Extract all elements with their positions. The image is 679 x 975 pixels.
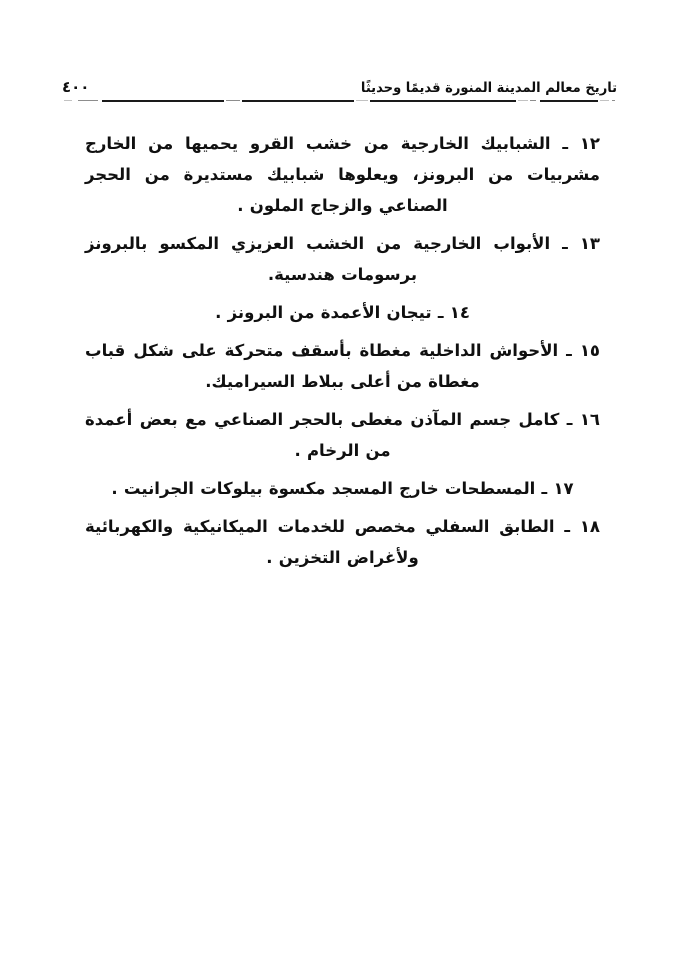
list-item: ١٥ ـ الأحواش الداخلية مغطاة بأسقف متحركة على شكل قباب مغطاة من أعلى ببلاط السيراميك. — [85, 341, 600, 391]
header-divider-rule — [64, 99, 615, 103]
list-item: ١٧ ـ المسطحات خارج المسجد مكسوة بيلوكات الجرانيت . — [111, 479, 574, 498]
list-item: ١٨ ـ الطابق السفلي مخصص للخدمات الميكانيكية والكهربائية ولأغراض التخزين . — [85, 517, 600, 567]
list-item: ١٣ ـ الأبواب الخارجية من الخشب العزيزي المكسو بالبرونز برسومات هندسية. — [85, 234, 600, 284]
list-item: ١٤ ـ تيجان الأعمدة من البرونز . — [215, 303, 470, 322]
specification-list — [85, 128, 600, 573]
running-head-title: تاريخ معالم المدينة المنورة قديمًا وحديثًا — [360, 80, 617, 96]
page-number: ٤٠٠ — [62, 78, 90, 96]
list-item: ١٦ ـ كامل جسم المآذن مغطى بالحجر الصناعي مع بعض أعمدة من الرخام . — [85, 410, 600, 460]
page-header — [62, 66, 617, 96]
list-item: ١٢ ـ الشبابيك الخارجية من خشب القرو يحميها من الخارج مشربيات من البرونز، ويعلوها شبابيك مستديرة من الحجر الصناعي والزجاج الملون . — [85, 134, 600, 215]
